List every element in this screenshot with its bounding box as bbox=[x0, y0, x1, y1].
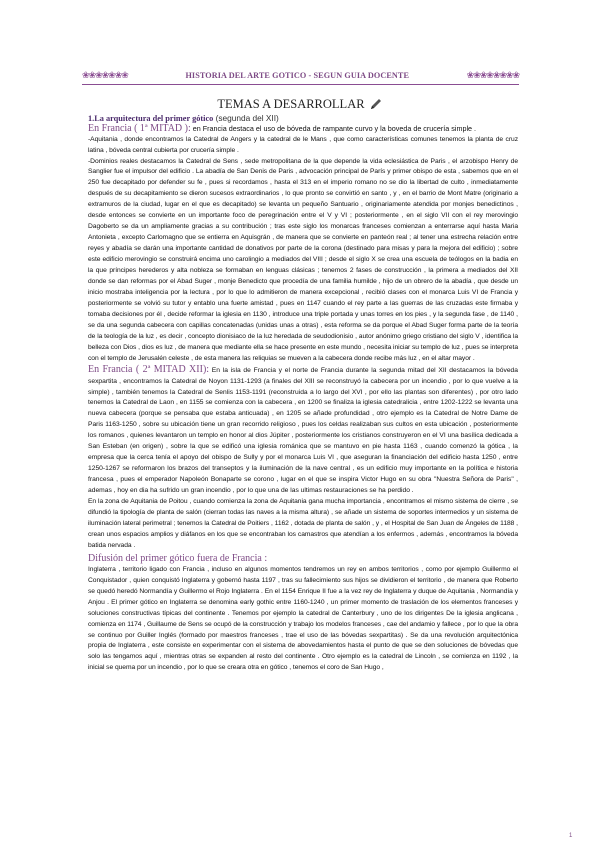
block-1-heading: En Francia ( 1ª MITAD ): bbox=[88, 123, 191, 134]
block-3-paragraph-inglaterra: Inglaterra , territorio ligado con Francia , incluso en algunos momentos tendremos un rey en ambos territorios , como por ejemplo Guillermo el Conquistador , quien conquistó Inglaterra y gobernó hasta 1197 , tras su fallecimiento sus hijos se dividieron el territorio , de manera que Roberto se quedó heredó Normandía y Guillermo el Rojo Inglaterra . En el 1154 Enrique II fue a la vez rey de Inglaterra y duque de Aquitania , Normandía y Anjou . El primer gótico en Inglaterra se denomina early gothic entre 1160-1240 , un primer momento de traslación de los elementos franceses y soluciones constructivas típicas del continente . Tenemos por ejemplo la catedral de Canterbury , uno de los dirigentes De la iglesia anglicana , comienza en 1174 , Guillaume de Sens se ocupó de la construcción y trabajo los modelos franceses , cae del andamio y fallece , por lo que la obra se continuo por Guiller Inglés (formado por maestros franceses , trae el uso de las bóvedas sexpartitas) . Se da una revolución arquitectónica propia de Inglaterra , este consiste en experimentar con el sistema de abovedamientos hasta el punto de que se den soluciones de bóvedas que solo las tengamos aquí , mientras otras se expanden al resto del continente . Otro ejemplo es la catedral de Lincoln , se comienza en 1192 , la inicial se quema por un incendio , por lo que se creara otra en gótico , tenemos el coro de San Hugo , bbox=[88, 565, 518, 672]
block-1-intro bbox=[88, 124, 518, 135]
block-2-paragraph-aquitania: En la zona de Aquitania de Poitou , cuando comienza la zona de Aquitania gana mucha importancia , encontramos el mismo sistema de cierre , se difundió la tipología de planta de salón (cierran todas las naves a la misma altura) , se añade un sistema de soportes intermedios y un sistema de iluminación lateral perimetral ; tenemos la Catedral de Poitiers , 1162 , dotada de planta de salón , y , el Hospital de San Juan de Ángeles de 1188 , crean unos espacios amplios y diáfanos en los que se encontraban los camastros que atendían a los enfermos , además , encontramos la bóveda batida nervada . bbox=[88, 498, 518, 549]
section-subtitle: (segunda del XII) bbox=[215, 113, 279, 123]
block-1-paragraph-aquitania: -Aquitania , donde encontramos la Catedral de Angers y la catedral de le Mans , que como características comunes tenemos la planta de cruz latina , bóveda central cubierta por crucería simple . bbox=[88, 135, 518, 154]
right-ornament-icon: ❀❀❀❀❀❀❀❀ bbox=[466, 69, 519, 80]
section-title: 1.La arquitectura del primer gótico bbox=[88, 114, 214, 123]
block-3-heading: Difusión del primer gótico fuera de Francia : bbox=[88, 552, 268, 564]
pen-icon bbox=[370, 98, 382, 110]
block-1-lead: en Francia destaca el uso de bóveda de rampante curvo y la boveda de crucería simple . bbox=[190, 124, 477, 133]
block-2-heading: En Francia ( 2ª MITAD XII): bbox=[88, 363, 210, 375]
document-title-row bbox=[0, 97, 599, 112]
banner-title: HISTORIA DEL ARTE GOTICO - SEGUN GUIA DOCENTE bbox=[185, 70, 410, 80]
block-1-paragraph-dominios: -Dominios reales destacamos la Catedral de Sens , sede metropolitana de la que depende la vida eclesiástica de Paris , el arzobispo Henry de Sanglier fue el impulsor del edificio . La abadía de San Denis de Paris , advocación principal de París y primer obispo de esta , sabemos que en el 250 fue decapitado por defender su fe , pues si recordamos , hasta el 313 en el imperio romano no se dio la libertad de culto , inmediatamente después de su decapitamiento se dieron sucesos extraordinarios , lo que pronto se convirtió en santo , y , en el barrio de Mont Matre (originario a extramuros de la ciudad, lugar en el que es decapitado) se levanta un pequeño Santuario , originariamente atendida por monjes benedictinos , desde entonces se convierte en un importante foco de peregrinación entre el V y VI ; posteriormente , en el siglo VII con el rey merovingio Dagoberto se da un ampliamente gracias a su contribución ; tras este siglo los monarcas franceses comienzan a enterrarse aquí hasta Maria Antonieta , excepto Carlomagno que se entierra en Aquisgrán , de manera que se convierte en panteón real ; al tener una estrecha relación entre reyes y abadía se darán una importante cantidad de donativos por parte de la corona (destinado para misas y para la mejora del edificio) ; sobre este edificio merovingio se construirá encima uno carolingio a mediados del VIII ; desde el siglo X se crea una escuela de teólogos en la badia en la que príncipes herederos y alta nobleza se formaban en lenguas clásicas ; tenemos 2 fases de construcción , la primera a mediados del XII donde se dan reformas por el Abad Suger , monje Benedicto que procedía de una familia humilde , hijo de un obrero de la abadía , que desde un inicio mostraba inteligencia por la lectura , por lo que lo admitieron de manera excepcional , recibió clases con el monarca Luis VI de Francia y posteriormente se volvió su tutor y entablo una fuerte amistad , pues en 1147 cuando el rey parte a las guerras de las cruzadas este firmaba y tomaba decisiones por él , decide reformar la iglesia en 1130 , introduce una triple portada y unas torres en los pies , y la segunda fase , de 1140 , se da una segunda cabecera con capillas concatenadas (unidas unas a otras) , esta reforma se da porque el Abad Suger forma parte de la teoría de la teología de la luz , es decir , concepto dionisiaco de la luz heredada de seudodionisio , autor anónimo griego cristiano del siglo V , identifica la belleza con Dios , dios es luz , de manera que mediante ella se hace presente en este mundo , necesita iniciar su templo de luz , pues se interpreta con el templo de Jerusalén celeste , de esta manera las reliquias se mueven a la cabecera donde recibe más luz , en el altar mayor . bbox=[88, 157, 518, 362]
block-2-intro bbox=[88, 365, 518, 497]
block-2-lead: En la isla de Francia y el norte de Francia durante la segunda mitad del XII destacamos la bóveda sexpartita , encontramos la Catedral de Noyon 1131-1293 (a finales del XIII se reconstruyó la cabecera por un incendio , por lo que vuelve a la simple) , también tenemos la Catedral de Senlis 1153-1191 (reconstruida a lo largo del XVI , por ello las plantas son diferentes) , por otro lado tenemos la Catedral de Laon , en 1155 se comienza con la cabecera , en 1200 se finaliza la iglesia catedralicia , entre 1202-1222 se levanta una nueva cabecera (porque se pensaba que estaba anticuada) , en 1205 se añade profundidad , otro ejemplo es la Catedral de Notre Dame de Paris 1163-1250 , sobre su ubicación tiene un gran recorrido religioso , pues los celdas realizaban sus cultos en esta ubicación , posteriormente los romanos , quienes levantaron un templo en honor al dios Júpiter , posteriormente los cristianos construyeron en el VI una basílica dedicada a San Esteban (en origen) , sobre la que se edificó una iglesia románica que se mantuvo en pie hasta 1163 , cuando comenzó la gótica , la empresa que la cerca tenía el apoyo del obispo de Sully y por el monarca Luis VI , que aseguran la financiación del edificio hasta 1250 , entre 1250-1267 se reformaron los brazos del transeptos y la iluminación de la nave central , es un edificio muy importante en la política e historia francesa , pues el emperador Napoleón Bonaparte se corono , lugar en el que se inspira Victor Hugo en su obra "Nuestra Señora de Paris" , ademas , hoy en dia ha sufrido un gran incendio , por lo que una de las ultimas restauraciones se ha perdido . bbox=[88, 366, 518, 495]
page-number: 1 bbox=[569, 833, 573, 839]
document-body bbox=[88, 112, 518, 674]
document-title: TEMAS A DESARROLLAR bbox=[217, 97, 365, 111]
page-header-banner bbox=[82, 66, 519, 85]
left-ornament-icon: ❀❀❀❀❀❀❀ bbox=[82, 69, 128, 80]
